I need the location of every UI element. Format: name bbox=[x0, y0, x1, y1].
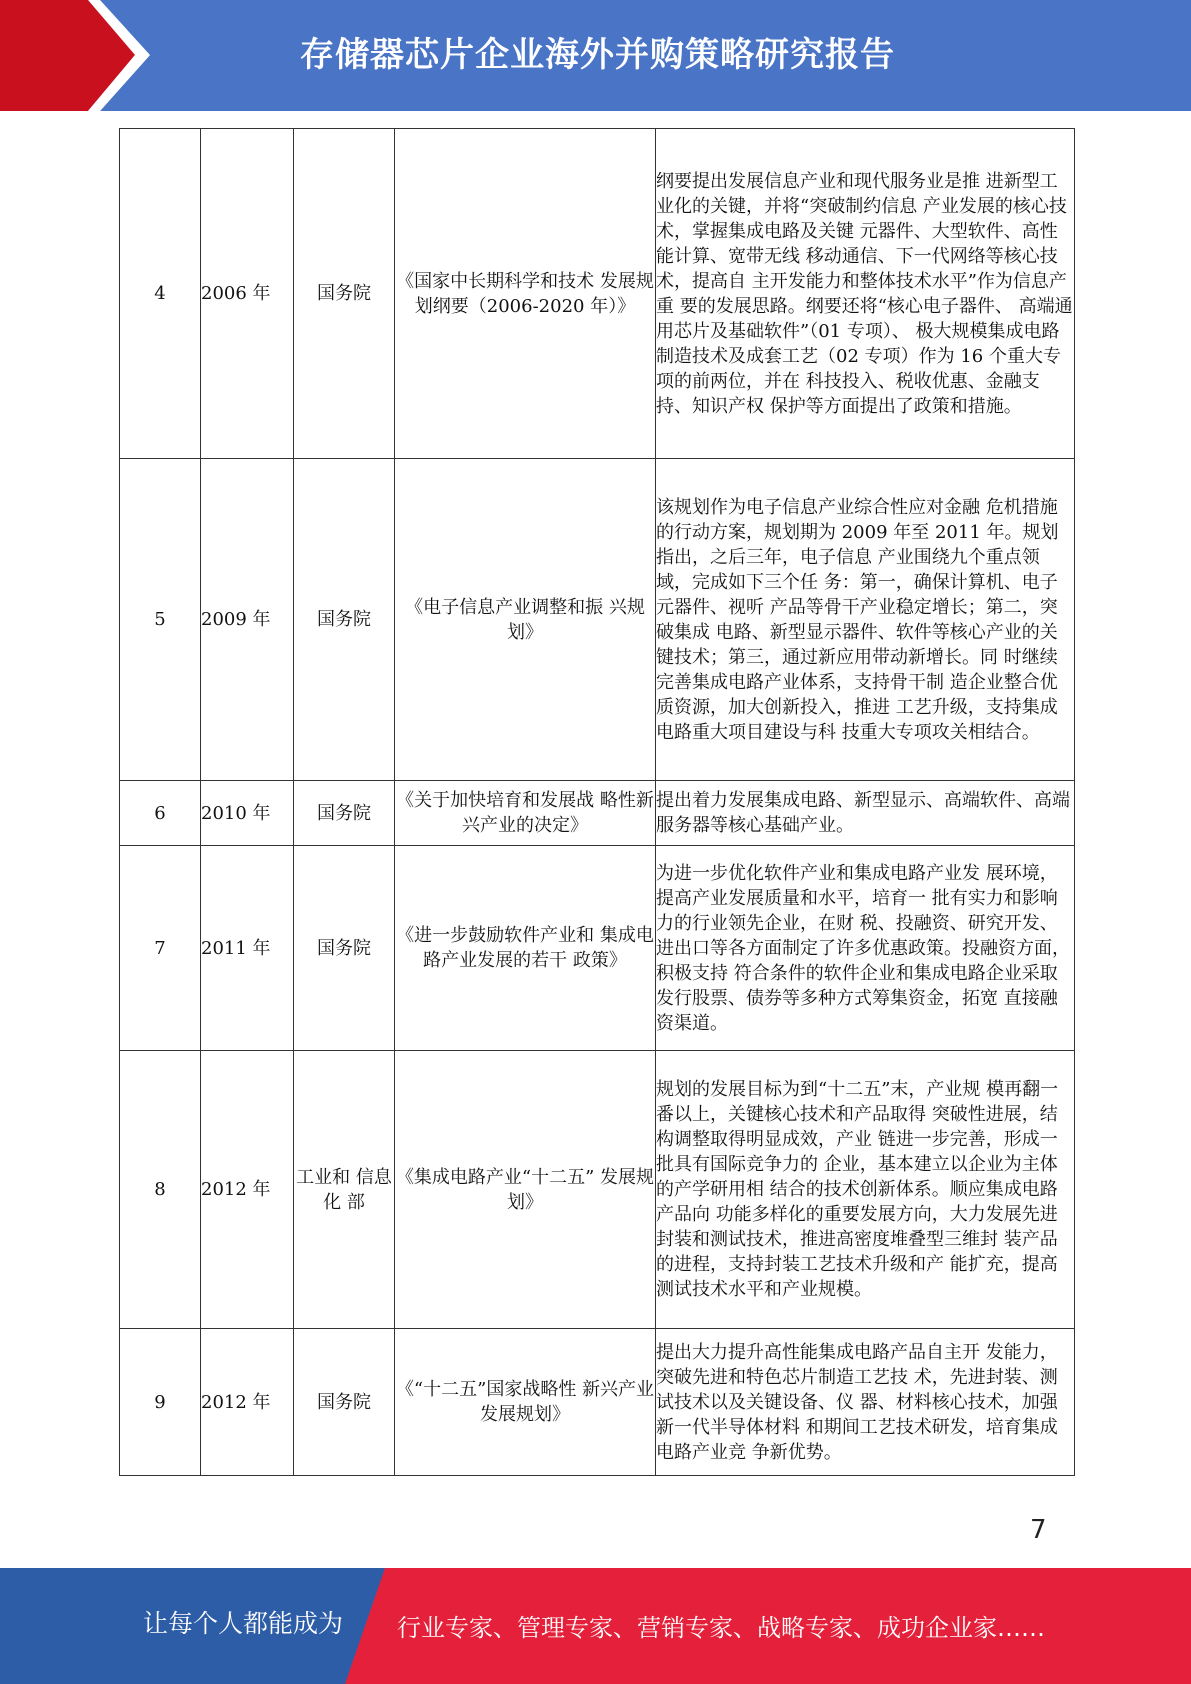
row-year: 2010 年 bbox=[201, 781, 294, 846]
page-footer bbox=[0, 1568, 1191, 1684]
row-description: 提出着力发展集成电路、新型显示、高端软件、高端服务器等核心基础产业。 bbox=[656, 781, 1075, 846]
table-row bbox=[120, 129, 1075, 459]
table-row bbox=[120, 781, 1075, 846]
row-document: 《集成电路产业“十二五” 发展规划》 bbox=[395, 1051, 656, 1329]
row-year: 2012 年 bbox=[201, 1329, 294, 1476]
table-row bbox=[120, 846, 1075, 1051]
row-year: 2006 年 bbox=[201, 129, 294, 459]
header-arrow-decoration bbox=[0, 0, 160, 111]
row-description: 规划的发展目标为到“十二五”末，产业规 模再翻一番以上，关键核心技术和产品取得 突破性进展，结构调整取得明显成效，产业 链进一步完善，形成一批具有国际竞争力的 企业，基本建立以企业为主体的产学研用相 结合的技术创新体系。顺应集成电路产品向 功能多样化的重要发展方向，大力发展先进 封装和测试技术，推进高密度堆叠型三维封 装产品的进程，支持封装工艺技术升级和产 能扩充，提高测试技术水平和产业规模。 bbox=[656, 1051, 1075, 1329]
row-organization: 国务院 bbox=[294, 1329, 395, 1476]
row-document: 《关于加快培育和发展战 略性新兴产业的决定》 bbox=[395, 781, 656, 846]
row-document: 《“十二五”国家战略性 新兴产业发展规划》 bbox=[395, 1329, 656, 1476]
row-description: 该规划作为电子信息产业综合性应对金融 危机措施的行动方案，规划期为 2009 年至 2011 年。规划指出，之后三年，电子信息 产业围绕九个重点领域，完成如下三个任 务：第一，确保计算机、电子元器件、视听 产品等骨干产业稳定增长；第二，突破集成 电路、新型显示器件、软件等核心产业的关 键技术；第三，通过新应用带动新增长。同 时继续完善集成电路产业体系，支持骨干制 造企业整合优质资源，加大创新投入，推进 工艺升级，支持集成电路重大项目建设与科 技重大专项攻关相结合。 bbox=[656, 459, 1075, 781]
row-number: 4 bbox=[120, 129, 201, 459]
row-organization: 国务院 bbox=[294, 459, 395, 781]
policy-table-body bbox=[120, 129, 1075, 1476]
row-number: 8 bbox=[120, 1051, 201, 1329]
footer-slogan-right: 行业专家、管理专家、营销专家、战略专家、成功企业家…… bbox=[397, 1614, 1045, 1642]
table-row bbox=[120, 459, 1075, 781]
page-number: 7 bbox=[1030, 1515, 1047, 1545]
row-year: 2012 年 bbox=[201, 1051, 294, 1329]
row-document: 《国家中长期科学和技术 发展规划纲要（2006-2020 年）》 bbox=[395, 129, 656, 459]
row-organization: 国务院 bbox=[294, 129, 395, 459]
row-description: 提出大力提升高性能集成电路产品自主开 发能力，突破先进和特色芯片制造工艺技 术，先进封装、测试技术以及关键设备、仪 器、材料核心技术，加强新一代半导体材料 和期间工艺技术研发，培育集成电路产业竞 争新优势。 bbox=[656, 1329, 1075, 1476]
row-description: 为进一步优化软件产业和集成电路产业发 展环境，提高产业发展质量和水平，培育一 批有实力和影响力的行业领先企业，在财 税、投融资、研究开发、进出口等各方面制定了许多优惠政策。投融资方面，积极支持 符合条件的软件企业和集成电路企业采取 发行股票、债券等多种方式筹集资金，拓宽 直接融资渠道。 bbox=[656, 846, 1075, 1051]
row-year: 2011 年 bbox=[201, 846, 294, 1051]
row-organization: 工业和 信息化 部 bbox=[294, 1051, 395, 1329]
row-number: 5 bbox=[120, 459, 201, 781]
row-organization: 国务院 bbox=[294, 846, 395, 1051]
report-title: 存储器芯片企业海外并购策略研究报告 bbox=[300, 35, 895, 75]
policy-table bbox=[119, 128, 1075, 1476]
row-number: 6 bbox=[120, 781, 201, 846]
table-row bbox=[120, 1329, 1075, 1476]
footer-slogan-left: 让每个人都能成为 bbox=[143, 1609, 344, 1638]
row-number: 7 bbox=[120, 846, 201, 1051]
row-document: 《电子信息产业调整和振 兴规划》 bbox=[395, 459, 656, 781]
row-document: 《进一步鼓励软件产业和 集成电路产业发展的若干 政策》 bbox=[395, 846, 656, 1051]
row-organization: 国务院 bbox=[294, 781, 395, 846]
row-number: 9 bbox=[120, 1329, 201, 1476]
page-header bbox=[0, 0, 1191, 111]
row-year: 2009 年 bbox=[201, 459, 294, 781]
table-row bbox=[120, 1051, 1075, 1329]
row-description: 纲要提出发展信息产业和现代服务业是推 进新型工业化的关键，并将“突破制约信息 产业发展的核心技术，掌握集成电路及关键 元器件、大型软件、高性能计算、宽带无线 移动通信、下一代网络等核心技术，提高自 主开发能力和整体技术水平”作为信息产重 要的发展思路。纲要还将“核心电子器件、 高端通用芯片及基础软件”（01 专项）、 极大规模集成电路制造技术及成套工艺（02 专项）作为 16 个重大专项的前两位，并在 科技投入、税收优惠、金融支持、知识产权 保护等方面提出了政策和措施。 bbox=[656, 129, 1075, 459]
